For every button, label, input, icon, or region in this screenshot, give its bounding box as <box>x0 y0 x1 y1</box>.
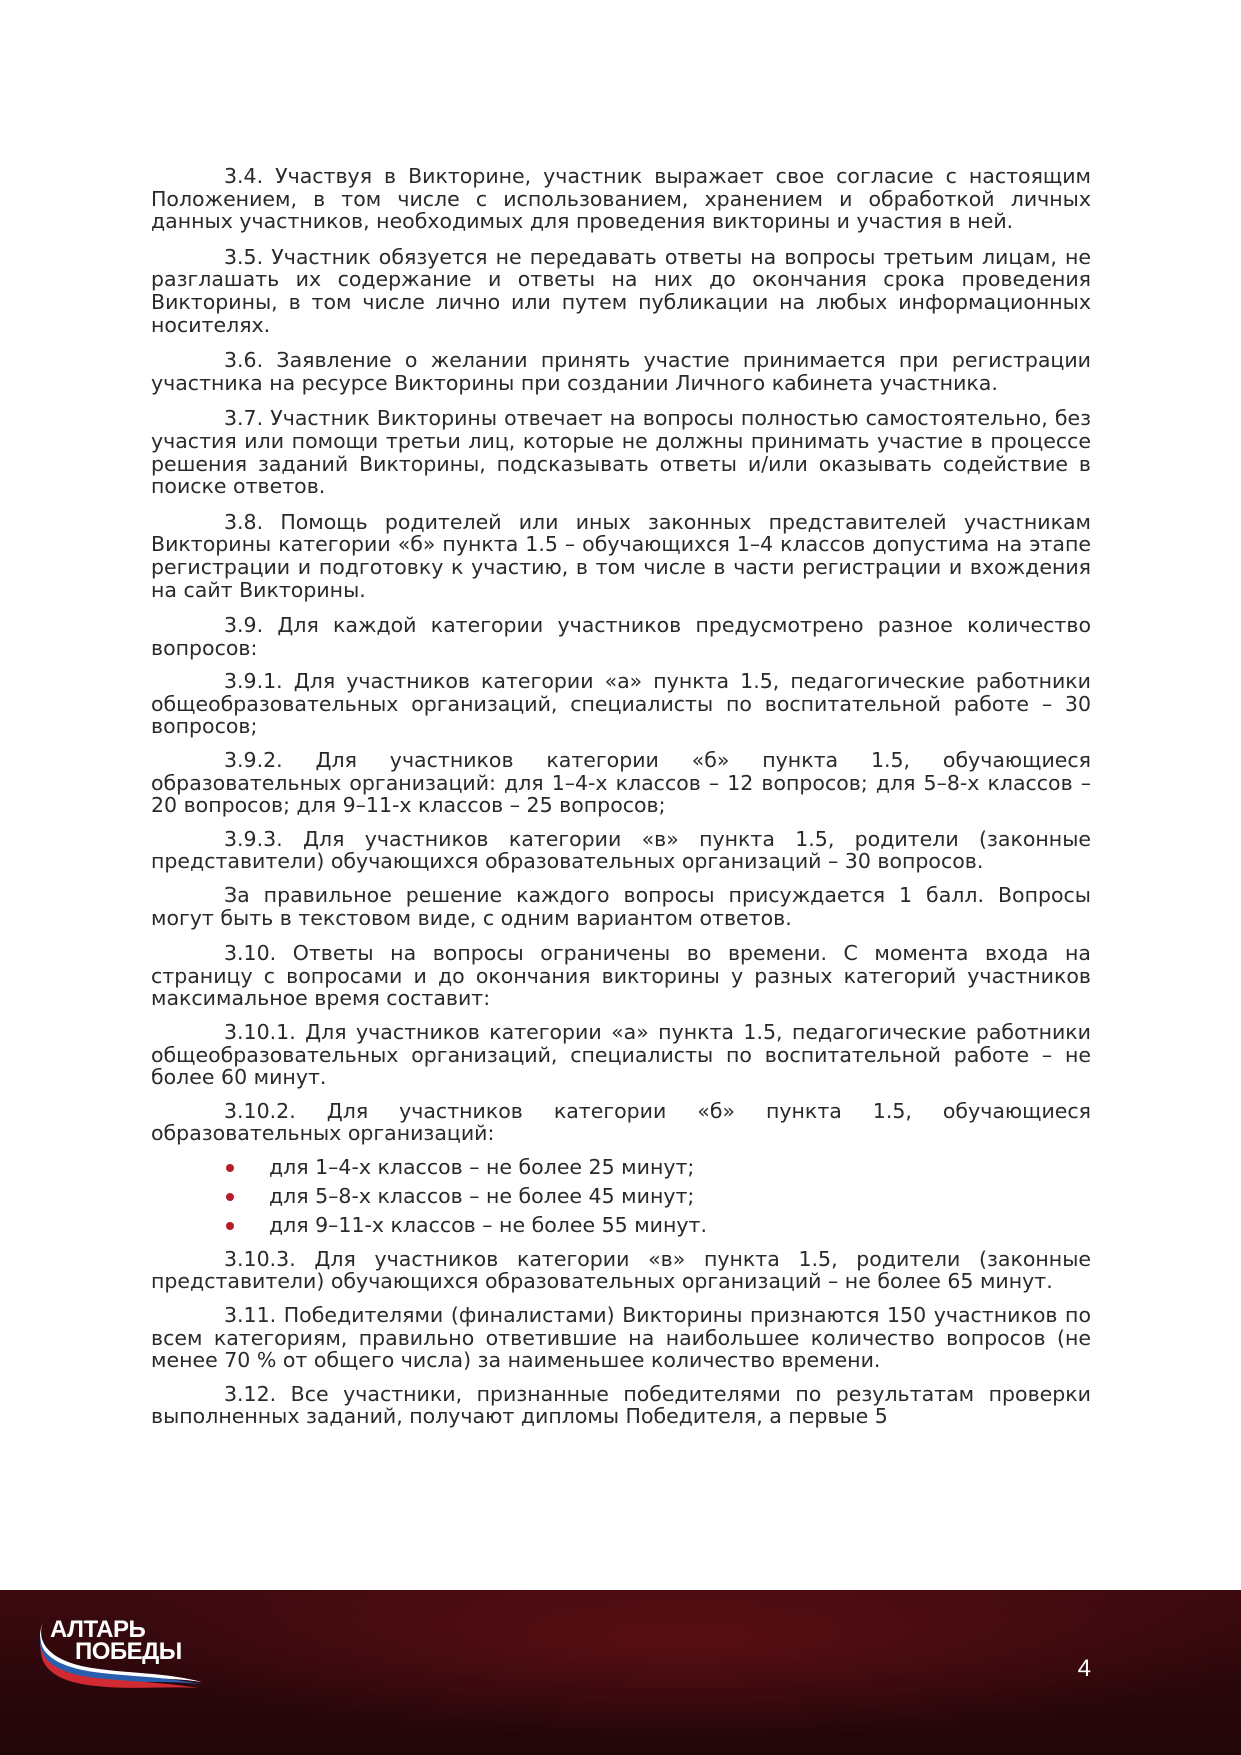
paragraph-3-9: 3.9. Для каждой категории участников предусмотрено разное количество вопросов: <box>151 613 1091 660</box>
logo-line2: ПОБЕДЫ <box>75 1638 182 1665</box>
list-item: для 5–8-х классов – не более 45 минут; <box>151 1185 1091 1208</box>
paragraph-3-10-2: 3.10.2. Для участников категории «б» пункта 1.5, обучающиеся образовательных организаций: <box>151 1098 1091 1146</box>
list-item: для 9–11-х классов – не более 55 минут. <box>151 1214 1091 1237</box>
bullet-dot-icon <box>226 1222 234 1230</box>
page-number: 4 <box>1077 1655 1091 1682</box>
paragraph-3-10: 3.10. Ответы на вопросы ограничены во времени. С момента входа на страницу с вопросами и до окончания викторины у разных категорий участников максимальное время составит: <box>151 941 1091 1011</box>
page-footer <box>0 1590 1241 1755</box>
list-item: для 1–4-х классов – не более 25 минут; <box>151 1156 1091 1179</box>
paragraph-3-4: 3.4. Участвуя в Викторине, участник выражает свое согласие с настоящим Положением, в том числе с использованием, хранением и обработкой личных данных участников, необходимых для проведения викторины и участия в ней. <box>151 164 1091 234</box>
paragraph-3-11: 3.11. Победителями (финалистами) Викторины признаются 150 участников по всем категориям, правильно ответившие на наибольшее количество вопросов (не менее 70 % от общего числа) за наименьшее количество времени. <box>151 1302 1091 1373</box>
paragraph-3-6: 3.6. Заявление о желании принять участие принимается при регистрации участника на ресурсе Викторины при создании Личного кабинета участника. <box>151 348 1091 395</box>
paragraph-3-10-1: 3.10.1. Для участников категории «а» пункта 1.5, педагогические работники общеобразовательных организаций, специалисты по воспитательной работе – не более 60 минут. <box>151 1020 1091 1090</box>
document-body <box>151 165 1091 1439</box>
paragraph-3-7: 3.7. Участник Викторины отвечает на вопросы полностью самостоятельно, без участия или помощи третьи лиц, которые не должны принимать участие в процессе решения заданий Викторины, подсказывать ответы и/или оказывать содействие в поиске ответов. <box>151 406 1091 499</box>
logo-line1: АЛТАРЬ <box>50 1616 146 1643</box>
paragraph-3-5: 3.5. Участник обязуется не передавать ответы на вопросы третьим лицам, не разглашать их содержание и ответы на них до окончания срока проведения Викторины, в том числе лично или путем публикации на любых информационных носителях. <box>151 244 1091 337</box>
paragraph-3-9-1: 3.9.1. Для участников категории «а» пункта 1.5, педагогические работники общеобразовательных организаций, специалисты по воспитательной работе – 30 вопросов; <box>151 669 1091 739</box>
paragraph-3-10-3: 3.10.3. Для участников категории «в» пункта 1.5, родители (законные представители) обучающихся образовательных организаций – не более 65 минут. <box>151 1246 1091 1294</box>
time-limit-list <box>151 1156 1091 1237</box>
paragraph-3-12: 3.12. Все участники, признанные победителями по результатам проверки выполненных заданий, получают дипломы Победителя, а первые 5 <box>151 1381 1091 1429</box>
paragraph-3-9-3: 3.9.3. Для участников категории «в» пункта 1.5, родители (законные представители) обучающихся образовательных организаций – 30 вопросов. <box>151 826 1091 874</box>
paragraph-3-9-2: 3.9.2. Для участников категории «б» пункта 1.5, обучающиеся образовательных организаций: для 1–4-х классов – 12 вопросов; для 5–8-х классов – 20 вопросов; для 9–11-х классов – 25 вопросов; <box>151 748 1091 818</box>
altar-pobedy-logo <box>32 1602 212 1692</box>
paragraph-3-8: 3.8. Помощь родителей или иных законных представителей участникам Викторины категории «б» пункта 1.5 – обучающихся 1–4 классов допустима на этапе регистрации и подготовку к участию, в том числе в части регистрации и вхождения на сайт Викторины. <box>151 509 1091 602</box>
bullet-dot-icon <box>226 1164 234 1172</box>
paragraph-scoring: За правильное решение каждого вопросы присуждается 1 балл. Вопросы могут быть в текстовом виде, с одним вариантом ответов. <box>151 883 1091 930</box>
bullet-dot-icon <box>226 1193 234 1201</box>
